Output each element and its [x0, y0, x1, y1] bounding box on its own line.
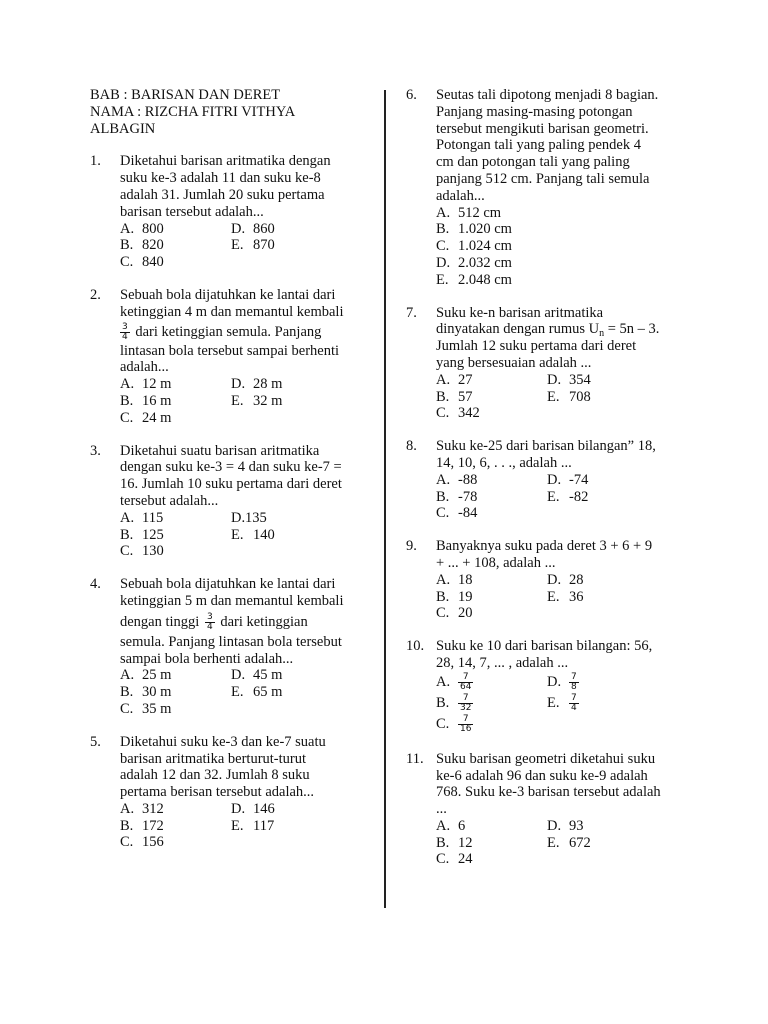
option-c: C. 840: [120, 254, 164, 271]
answer-options: [436, 672, 684, 735]
question-number: 5.: [90, 733, 101, 750]
question-number: 6.: [406, 87, 417, 103]
question-10: [406, 638, 684, 735]
question-6: [406, 87, 684, 289]
question-8: [406, 438, 684, 522]
question-number: 4.: [90, 576, 101, 593]
right-column: [406, 87, 684, 868]
question-text: Diketahui suku ke-3 dan ke-7 suatu barisan aritmatika berturut-turut adalah 12 dan 32. Jumlah 8 suku pertama berisan tersebut adalah...: [120, 733, 326, 801]
option-c: C. 130: [120, 543, 164, 560]
answer-options: [120, 667, 370, 717]
option-d: D. 2.032 cm: [436, 254, 512, 271]
option-a: A. 25 m: [120, 667, 172, 684]
option-e: E. 870: [231, 237, 275, 254]
answer-options: [120, 376, 370, 426]
option-e: E. 672: [547, 834, 591, 851]
option-e: E. 2.048 cm: [436, 271, 512, 288]
option-e: E. 140: [231, 526, 275, 543]
option-e: E. -82: [547, 488, 589, 505]
answer-options: [436, 372, 684, 422]
option-a: A. $\frac{7}{64}$: [436, 671, 472, 692]
option-e: E. 117: [231, 817, 275, 834]
question-11: [406, 751, 684, 869]
option-b: B. 820: [120, 237, 164, 254]
question-text: Diketahui suatu barisan aritmatika dengan suku ke-3 = 4 dan suku ke-7 = 16. Jumlah 10 suku pertama dari deret tersebut adalah...: [120, 442, 342, 509]
option-d: D. 45 m: [231, 667, 283, 684]
option-c: C. 20: [436, 605, 473, 622]
option-a: A. 6: [436, 817, 466, 834]
option-b: B. 30 m: [120, 684, 172, 701]
option-a: A. 18: [436, 571, 473, 588]
option-c: C. 156: [120, 834, 164, 851]
option-d: D. $\frac{7}{8}$: [547, 671, 577, 692]
option-a: A. 512 cm: [436, 204, 502, 221]
option-b: B. -78: [436, 488, 478, 505]
option-a: A. 800: [120, 220, 164, 237]
question-2: [90, 287, 370, 427]
question-number: 10.: [406, 638, 425, 655]
question-1: [90, 153, 370, 271]
option-d: D. 135: [231, 509, 267, 526]
option-d: D. 146: [231, 800, 275, 817]
chapter-title: BAB : BARISAN DAN DERET: [90, 87, 281, 103]
option-b: B. 16 m: [120, 392, 172, 409]
option-d: D. 860: [231, 220, 275, 237]
option-b: B. 12: [436, 834, 473, 851]
option-b: B. 172: [120, 817, 164, 834]
option-a: A. 27: [436, 371, 473, 388]
option-a: A. 12 m: [120, 376, 172, 393]
option-e: E. 32 m: [231, 392, 283, 409]
answer-options: [436, 205, 684, 289]
question-text: Seutas tali dipotong menjadi 8 bagian. Panjang masing-masing potongan tersebut mengikuti barisan geometri. Potongan tali yang paling pendek 4 cm dan potongan tali yang paling panjang 512 cm. Panjang tali semula adalah...: [436, 87, 659, 204]
option-d: D. 354: [547, 371, 591, 388]
option-e: E. 65 m: [231, 684, 283, 701]
question-number: 9.: [406, 538, 417, 555]
option-b: B. 1.020 cm: [436, 221, 512, 238]
column-divider: [384, 90, 386, 908]
question-3: [90, 443, 370, 561]
option-e: E. 708: [547, 388, 591, 405]
question-number: 8.: [406, 438, 417, 455]
question-number: 3.: [90, 442, 101, 459]
question-number: 11.: [406, 750, 424, 767]
question-7: [406, 305, 684, 423]
option-e: E. 36: [547, 588, 584, 605]
option-a: A. -88: [436, 471, 478, 488]
option-b: B. 19: [436, 588, 473, 605]
question-number: 2.: [90, 286, 101, 303]
option-d: D. 93: [547, 817, 584, 834]
left-column: [90, 87, 370, 851]
question-text: Suku ke 10 dari barisan bilangan: 56, 28, 14, 7, ... , adalah ...: [436, 638, 653, 671]
question-text: Sebuah bola dijatuhkan ke lantai dari ketinggian 5 m dan memantul kembali dengan tinggi $\frac{3}{4}$ dari ketinggian semula. Panjang lintasan bola tersebut sampai bola berhenti adalah...: [120, 576, 344, 667]
document-header: [90, 87, 370, 137]
question-text: Banyaknya suku pada deret 3 + 6 + 9 + ... + 108, adalah ...: [436, 538, 653, 571]
question-text: Diketahui barisan aritmatika dengan suku ke-3 adalah 11 dan suku ke-8 adalah 31. Jumlah 20 suku pertama barisan tersebut adalah...: [120, 153, 331, 220]
option-c: C. -84: [436, 505, 478, 522]
option-d: D. 28 m: [231, 376, 283, 393]
option-c: C. 342: [436, 405, 480, 422]
student-name-cont: ALBAGIN: [90, 120, 156, 137]
option-c: C. $\frac{7}{16}$: [436, 713, 472, 734]
option-c: C. 24 m: [120, 409, 172, 426]
question-number: 1.: [90, 153, 101, 170]
question-text: Sebuah bola dijatuhkan ke lantai dari ketinggian 4 m dan memantul kembali $\frac{3}{4}$ dari ketinggian semula. Panjang lintasan bola tersebut sampai berhenti adalah...: [120, 286, 344, 376]
answer-options: [436, 818, 684, 868]
option-d: D. -74: [547, 471, 589, 488]
option-c: C. 24: [436, 851, 473, 868]
answer-options: [436, 472, 684, 522]
option-c: C. 1.024 cm: [436, 238, 512, 255]
answer-options: [436, 572, 684, 622]
answer-options: [120, 221, 370, 271]
question-9: [406, 538, 684, 622]
option-c: C. 35 m: [120, 700, 172, 717]
option-d: D. 28: [547, 571, 584, 588]
option-a: A. 312: [120, 800, 164, 817]
answer-options: [120, 510, 370, 560]
option-b: B. 57: [436, 388, 473, 405]
student-name: NAMA : RIZCHA FITRI VITHYA: [90, 103, 296, 120]
option-e: E. $\frac{7}{4}$: [547, 692, 577, 713]
option-b: B. 125: [120, 526, 164, 543]
question-text: Suku ke-n barisan aritmatika dinyatakan dengan rumus $U_n = 5n - 3$. Jumlah 12 suku pertama dari deret yang bersesuaian adalah ...: [436, 304, 660, 371]
fraction: $\frac{3}{4}$: [122, 321, 128, 342]
option-b: B. $\frac{7}{32}$: [436, 692, 472, 713]
question-5: [90, 734, 370, 852]
question-number: 7.: [406, 304, 417, 321]
question-text: Suku ke-25 dari barisan bilangan” 18, 14, 10, 6, . . ., adalah ...: [436, 438, 656, 471]
fraction: $\frac{3}{4}$: [206, 611, 213, 632]
option-a: A. 115: [120, 509, 164, 526]
question-4: [90, 576, 370, 718]
answer-options: [120, 801, 370, 851]
question-text: Suku barisan geometri diketahui suku ke-6 adalah 96 dan suku ke-9 adalah 768. Suku ke-3 barisan tersebut adalah ...: [436, 750, 661, 818]
